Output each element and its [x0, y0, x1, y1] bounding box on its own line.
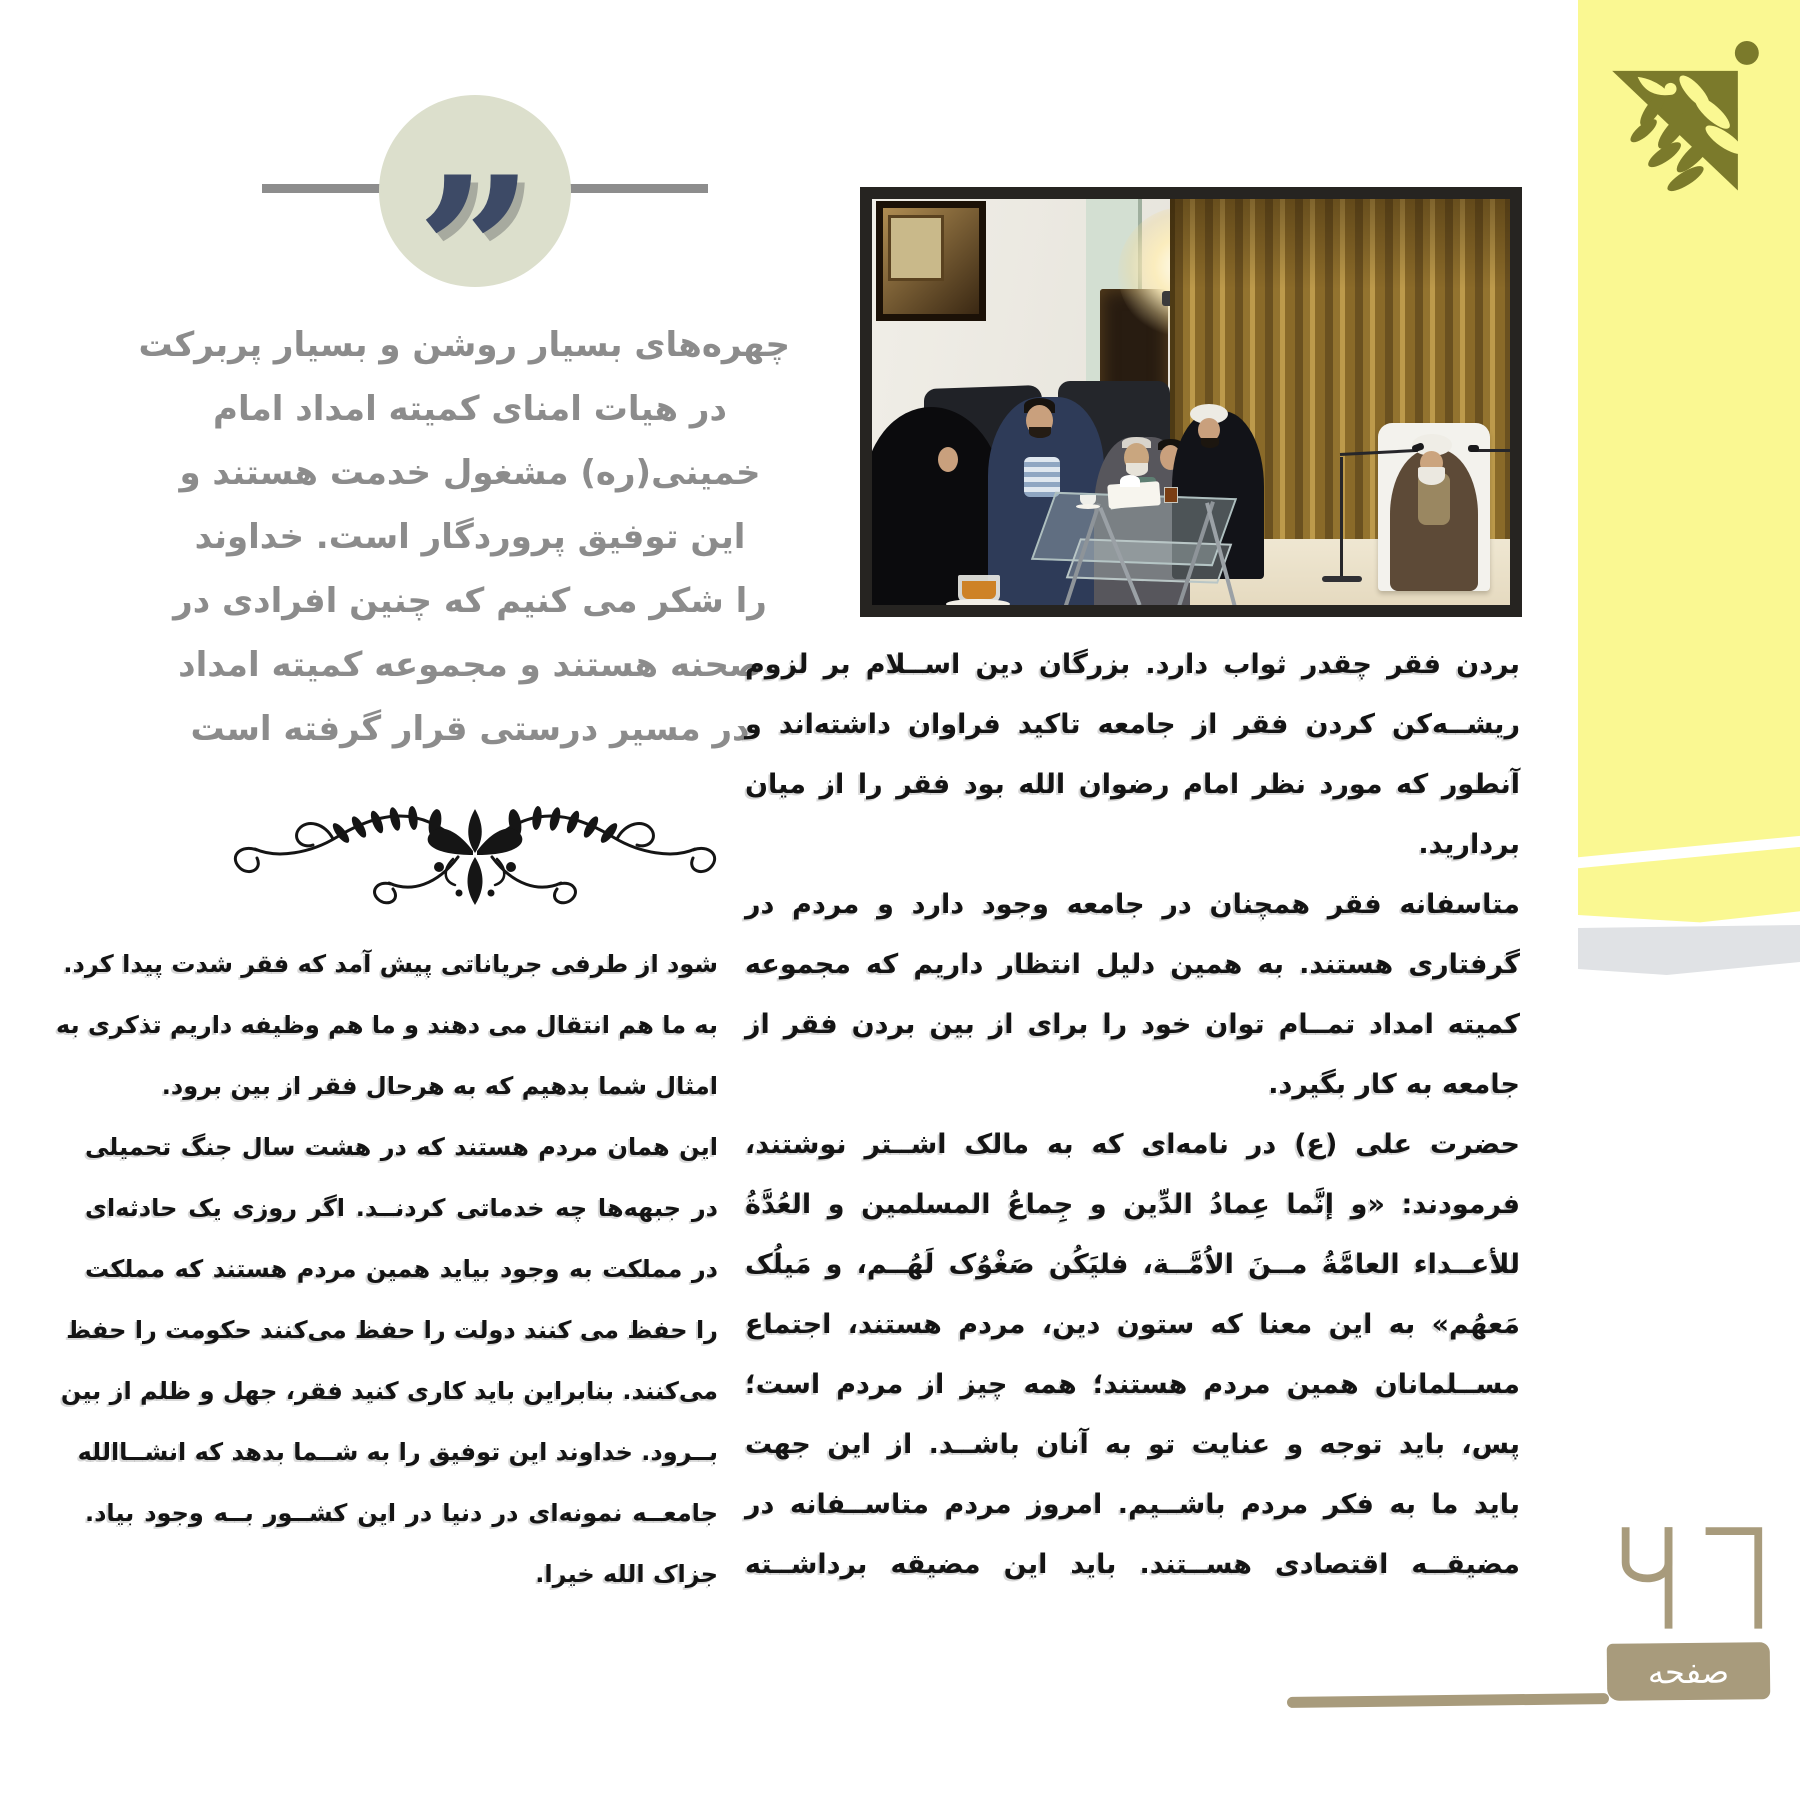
article-column-first: [745, 635, 1520, 1595]
body-line: پس، باید توجه و عنایت تو به آنان باشــد. از این جهت: [745, 1429, 1520, 1460]
meeting-photo: [860, 187, 1522, 617]
quote-divider-bar-right: [570, 184, 708, 193]
photo-calligraphy-inner: [888, 215, 944, 281]
photo-microphone: [1468, 445, 1479, 452]
body-line: کمیته امداد تمــام توان خود را برای از بین بردن فقر از: [745, 1009, 1520, 1040]
body-line: این همان مردم هستند که در هشت سال جنگ تحمیلی: [85, 1133, 718, 1161]
body-line: للأعــداء العامَّةُ مــنَ الاُمَّــة، فلیَکُن صَغْوُک لَهُــم، و مَیلُک: [745, 1249, 1520, 1280]
body-line: فرمودند: «و إنَّما عِمادُ الدِّین و جِماعُ المسلمین و العُدَّةُ: [745, 1189, 1520, 1220]
body-line: به ما هم انتقال می دهند و ما هم وظیفه داریم تذکری به: [56, 1011, 718, 1039]
pull-quote-line: خمینی(ره) مشغول خدمت هستند و: [179, 453, 761, 493]
body-line: در مملکت به وجود بیاید همین مردم هستند که مملکت: [85, 1255, 718, 1283]
body-line: باید ما به فکر مردم باشــیم. امروز مردم متاســفانه در: [745, 1489, 1520, 1520]
pull-quote-line: را شکر می کنیم که چنین افرادی در: [173, 581, 767, 621]
corner-floral-logo-icon: [1606, 38, 1774, 210]
photo-white-beard: [1418, 467, 1445, 485]
pull-quote-line: در مسیر درستی قرار گرفته است: [190, 709, 750, 749]
body-line: مضیقــه اقتصادی هســتند. باید این مضیقه برداشــته: [745, 1549, 1520, 1580]
photo-saucer: [946, 599, 1010, 609]
body-line: گرفتاری هستند. به همین دلیل انتظار داریم که مجموعه: [745, 949, 1520, 980]
body-line: می‌کنند. بنابراین باید کاری کنید فقر، جهل و ظلم از بین: [60, 1377, 718, 1405]
body-line: جامعه به کار بگیرد.: [1268, 1069, 1520, 1100]
photo-tea: [962, 581, 996, 599]
photo-beard: [1201, 438, 1219, 448]
body-line: بردارید.: [1418, 829, 1520, 860]
body-line: مَعهُم» به این معنا که ستون دین، مردم هستند، اجتماع: [745, 1309, 1520, 1340]
body-line: متاسفانه فقر همچنان در جامعه وجود دارد و مردم در: [745, 889, 1520, 920]
pull-quote-line: صحنه هستند و مجموعه کمیته امداد: [178, 645, 762, 685]
page-label-box: [1607, 1642, 1771, 1701]
body-line: در جبهه‌ها چه خدماتی کردنــد. اگر روزی یک حادثه‌ای: [85, 1194, 718, 1222]
photo-mic-base: [1322, 576, 1362, 582]
photo-curtain-shadow: [1170, 199, 1510, 289]
body-line: شود از طرفی جریاناتی پیش آمد که فقر شدت پیدا کرد.: [63, 950, 718, 978]
pull-quote-circle: ”: [379, 95, 571, 287]
pull-quote-line: در هیات امنای کمیته امداد امام: [213, 389, 727, 429]
photo-tea-glass: [1164, 487, 1178, 503]
photo-tissue: [1120, 475, 1140, 487]
pull-quote-line: این توفیق پروردگار است. خداوند: [194, 517, 746, 557]
photo-beard: [1029, 427, 1051, 438]
pull-quote-line: چهره‌های بسیار روشن و بسیار پربرکت: [138, 325, 790, 365]
body-line: مســلمانان همین مردم هستند؛ همه چیز از مردم است؛: [745, 1369, 1520, 1400]
sidebar-gray-band: [1578, 925, 1800, 975]
body-line: بردن فقر چقدر ثواب دارد. بزرگان دین اســلام بر لزوم: [745, 649, 1520, 680]
body-line: ریشــه‌کن کردن فقر از جامعه تاکید فراوان داشته‌اند و: [745, 709, 1520, 740]
body-line: را حفظ می کنند دولت را حفظ می‌کنند حکومت را حفظ: [66, 1316, 718, 1344]
floral-divider-icon: [215, 793, 735, 913]
footer-rule: [1287, 1693, 1609, 1708]
body-line: آنطور که مورد نظر امام رضوان الله بود فقر را از میان: [745, 769, 1520, 800]
photo-mic-stand: [1340, 457, 1343, 579]
page-number: [1612, 1518, 1768, 1630]
pull-quote: [138, 313, 790, 761]
page-label: صفحه: [1647, 1652, 1730, 1691]
quote-divider-bar-left: [262, 184, 380, 193]
photo-table-shelf: [1066, 538, 1233, 583]
body-line: جامعــه نمونه‌ای در دنیا در این کشــور بــه وجود بیاد.: [85, 1499, 718, 1527]
body-line: جزاک الله خیرا.: [535, 1560, 718, 1588]
photo-saucer: [1076, 504, 1100, 509]
body-line: بــرود. خداوند این توفیق را به شــما بدهد که انشــاالله: [77, 1438, 718, 1466]
body-line: حضرت علی (ع) در نامه‌ای که به مالک اشــتر نوشتند،: [745, 1129, 1520, 1160]
body-line: امثال شما بدهیم که به هرحال فقر از بین برود.: [161, 1072, 718, 1100]
photo-face: [938, 447, 958, 472]
article-column-second: [56, 934, 718, 1605]
